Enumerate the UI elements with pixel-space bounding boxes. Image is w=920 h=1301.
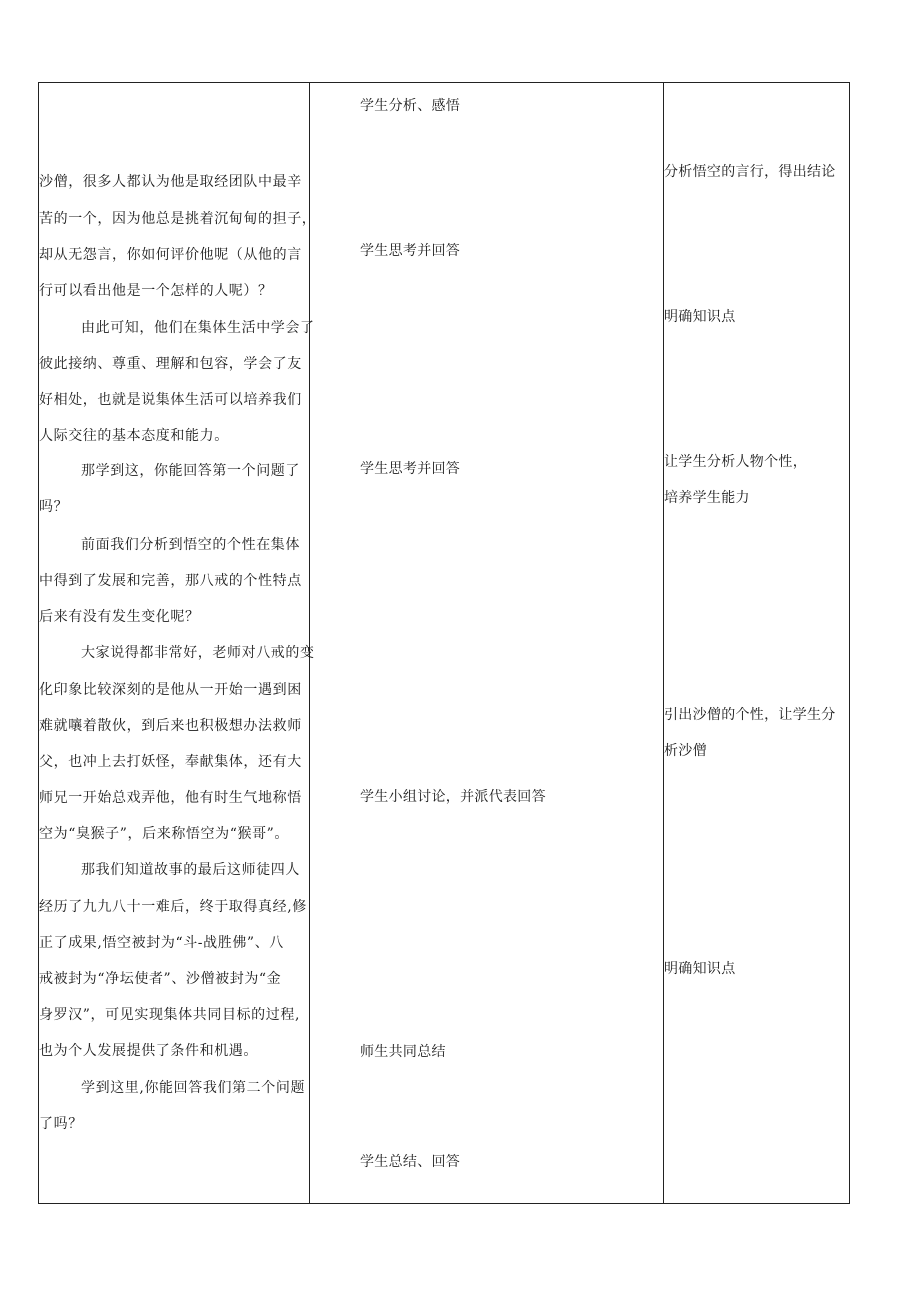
teacher-text-line: 前面我们分析到悟空的个性在集体 — [81, 537, 300, 553]
teacher-text-line: 行可以看出他是一个怎样的人呢）？ — [39, 283, 273, 299]
student-activity-item: 学生小组讨论，并派代表回答 — [360, 789, 546, 805]
teacher-text-line: 由此可知，他们在集体生活中学会了 — [81, 320, 315, 336]
teacher-text-line: 后来有没有发生变化呢？ — [39, 609, 200, 625]
design-intent-item: 让学生分析人物个性， — [664, 454, 807, 470]
teacher-text-line: 彼此接纳、尊重、理解和包容，学会了友 — [39, 356, 302, 372]
teacher-activity-column — [39, 83, 317, 1203]
design-intent-item: 分析悟空的言行，得出结论 — [664, 164, 836, 180]
teacher-text-line: 了吗？ — [39, 1116, 83, 1132]
design-intent-item: 引出沙僧的个性，让学生分 — [664, 707, 836, 723]
design-intent-item: 明确知识点 — [664, 309, 736, 325]
teacher-text-line: 难就嚷着散伙，到后来也积极想办法救师 — [39, 718, 302, 734]
design-intent-column — [664, 83, 849, 1203]
teacher-text-line: 化印象比较深刻的是他从一开始一遇到困 — [39, 682, 302, 698]
teacher-text-line: 沙僧，很多人都认为他是取经团队中最辛 — [39, 174, 302, 190]
teacher-text-line: 师兄一开始总戏弄他，他有时生气地称悟 — [39, 790, 302, 806]
lesson-table — [38, 82, 850, 1204]
teacher-text-line: 经历了九九八十一难后，终于取得真经,修 — [39, 899, 307, 915]
teacher-text-line: 父，也冲上去打妖怪，奉献集体，还有大 — [39, 754, 302, 770]
teacher-text-line: 正了成果,悟空被封为“斗-战胜佛”、八 — [39, 935, 284, 951]
student-activity-item: 学生思考并回答 — [360, 243, 461, 259]
teacher-text-line: 好相处，也就是说集体生活可以培养我们 — [39, 392, 302, 408]
student-activity-item: 学生分析、感悟 — [360, 98, 461, 114]
teacher-text-line: 那学到这，你能回答第一个问题了 — [81, 463, 300, 479]
student-activity-item: 学生总结、回答 — [360, 1154, 461, 1170]
design-intent-item: 培养学生能力 — [664, 490, 750, 506]
teacher-text-line: 吗？ — [39, 499, 69, 515]
design-intent-item: 析沙僧 — [664, 743, 707, 759]
student-activity-column — [310, 83, 664, 1203]
teacher-text-line: 大家说得都非常好，老师对八戒的变 — [81, 645, 315, 661]
teacher-text-line: 人际交往的基本态度和能力。 — [39, 428, 229, 444]
design-intent-item: 明确知识点 — [664, 961, 736, 977]
student-activity-item: 学生思考并回答 — [360, 461, 461, 477]
teacher-text-line: 空为“臭猴子”，后来称悟空为“猴哥”。 — [39, 826, 290, 842]
teacher-text-line: 苦的一个，因为他总是挑着沉甸甸的担子， — [39, 211, 317, 227]
teacher-text-line: 也为个人发展提供了条件和机遇。 — [39, 1043, 258, 1059]
student-activity-item: 师生共同总结 — [360, 1044, 446, 1060]
teacher-text-line: 身罗汉”，可见实现集体共同目标的过程, — [39, 1007, 301, 1023]
teacher-text-line: 学到这里,你能回答我们第二个问题 — [81, 1080, 306, 1096]
teacher-text-line: 戒被封为“净坛使者”、沙僧被封为“金 — [39, 971, 282, 987]
teacher-text-line: 却从无怨言，你如何评价他呢（从他的言 — [39, 247, 302, 263]
teacher-text-line: 那我们知道故事的最后这师徒四人 — [81, 862, 300, 878]
teacher-text-line: 中得到了发展和完善，那八戒的个性特点 — [39, 573, 302, 589]
